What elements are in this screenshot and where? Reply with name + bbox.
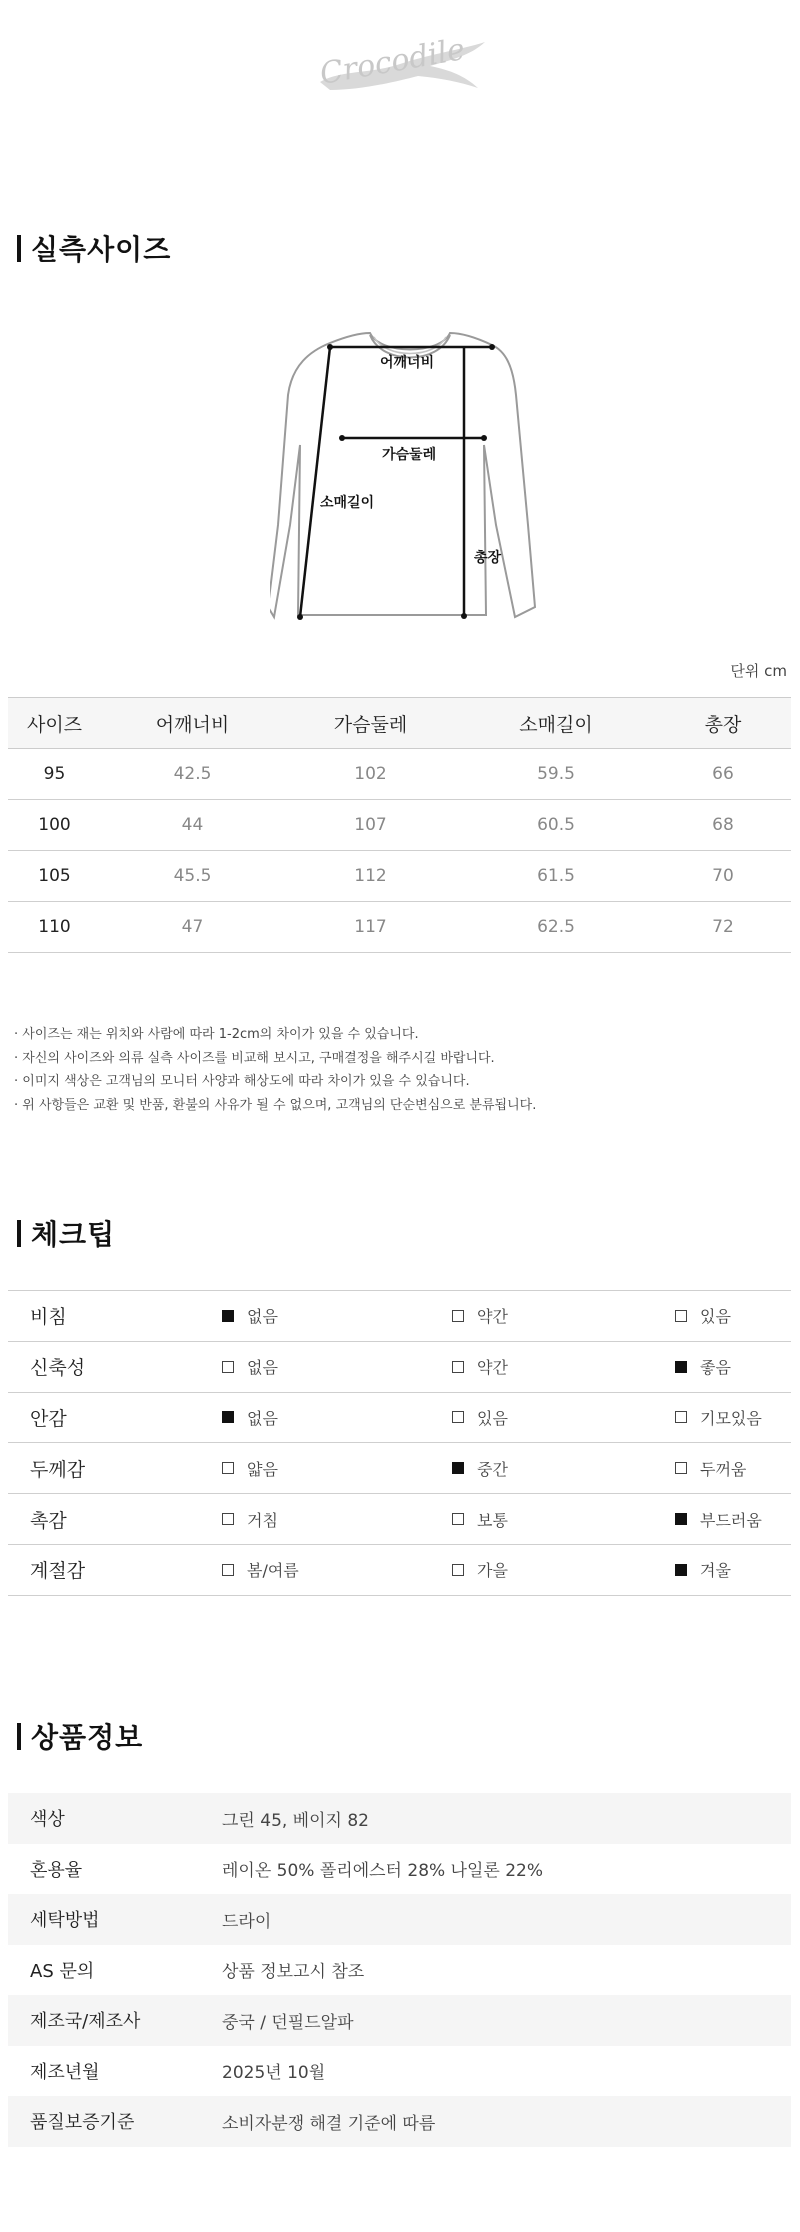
heading-bar (17, 1220, 21, 1247)
size-notes (14, 1023, 536, 1117)
sleeve-cell: 62.5 (457, 902, 655, 953)
check-option (675, 1355, 731, 1378)
checked-box-icon (222, 1411, 234, 1423)
shoulder-cell: 45.5 (101, 851, 284, 902)
option-label: 없음 (247, 1358, 278, 1378)
check-option (452, 1304, 508, 1327)
info-section-heading (17, 1719, 143, 1753)
checkbox-icon (675, 1411, 687, 1423)
info-row (8, 1844, 791, 1895)
note-item: · 위 사항들은 교환 및 반품, 환불의 사유가 될 수 없으며, 고객님의 단순변심으로 분류됩니다. (14, 1094, 536, 1118)
info-value: 레이온 50% 폴리에스터 28% 나일론 22% (222, 1861, 544, 1882)
check-row-label: 안감 (30, 1407, 67, 1430)
checked-box-icon (675, 1361, 687, 1373)
info-value: 소비자분쟁 해결 기준에 따름 (222, 2113, 436, 2134)
shoulder-cell: 42.5 (101, 749, 284, 800)
header-size: 사이즈 (8, 698, 101, 749)
size-cell: 105 (8, 851, 101, 902)
check-option (675, 1457, 746, 1480)
garment-outline (270, 333, 535, 617)
length-label: 총장 (474, 550, 502, 566)
info-value: 그린 45, 베이지 82 (222, 1810, 369, 1831)
size-section-title: 실측사이즈 (31, 233, 172, 266)
unit-label: 단위 cm (730, 662, 787, 680)
check-option (222, 1558, 299, 1581)
heading-bar (17, 235, 21, 262)
size-cell: 110 (8, 902, 101, 953)
check-section-heading (17, 1216, 115, 1250)
size-section-heading (17, 231, 171, 265)
header-chest: 가슴둘레 (284, 698, 457, 749)
check-row (8, 1342, 791, 1393)
check-row-label: 비침 (30, 1306, 67, 1329)
option-label: 있음 (477, 1408, 508, 1428)
option-label: 보통 (477, 1510, 508, 1530)
table-row (8, 749, 791, 800)
check-option (675, 1406, 762, 1429)
checkbox-icon (452, 1361, 464, 1373)
checkbox-icon (675, 1310, 687, 1322)
size-cell: 100 (8, 800, 101, 851)
check-option (222, 1406, 278, 1429)
heading-bar (17, 1723, 21, 1750)
check-option (452, 1457, 508, 1480)
info-section-title: 상품정보 (31, 1721, 144, 1754)
checked-box-icon (222, 1310, 234, 1322)
table-row (8, 851, 791, 902)
option-label: 있음 (700, 1307, 731, 1327)
table-row (8, 902, 791, 953)
checkbox-icon (222, 1361, 234, 1373)
note-item: · 자신의 사이즈와 의류 실측 사이즈를 비교해 보시고, 구매결정을 해주시길 바랍니다. (14, 1047, 536, 1071)
info-row (8, 1793, 791, 1844)
length-cell: 68 (655, 800, 791, 851)
check-row-label: 두께감 (30, 1458, 86, 1481)
check-row (8, 1545, 791, 1596)
logo-text: Crocodile (317, 31, 468, 92)
check-option (452, 1355, 508, 1378)
info-key: 색상 (30, 1809, 65, 1831)
option-label: 약간 (477, 1358, 508, 1378)
sleeve-cell: 61.5 (457, 851, 655, 902)
length-cell: 72 (655, 902, 791, 953)
check-row-label: 촉감 (30, 1509, 67, 1532)
info-row (8, 1894, 791, 1945)
check-row (8, 1393, 791, 1444)
option-label: 약간 (477, 1307, 508, 1327)
option-label: 기모있음 (700, 1408, 762, 1428)
info-value: 2025년 10월 (222, 2063, 326, 2084)
check-option (675, 1508, 762, 1531)
option-label: 가을 (477, 1561, 508, 1581)
option-label: 봄/여름 (247, 1561, 299, 1581)
header-sleeve: 소매길이 (457, 698, 655, 749)
product-info-table (8, 1793, 791, 2147)
checkbox-icon (222, 1564, 234, 1576)
header-length: 총장 (655, 698, 791, 749)
info-row (8, 2046, 791, 2097)
info-row (8, 1945, 791, 1996)
option-label: 없음 (247, 1408, 278, 1428)
size-table-header-row (8, 698, 791, 749)
check-row-label: 신축성 (30, 1357, 86, 1380)
check-row-label: 계절감 (30, 1560, 86, 1583)
sleeve-line (300, 347, 330, 617)
check-row (8, 1291, 791, 1342)
check-row (8, 1443, 791, 1494)
check-section-title: 체크팁 (31, 1218, 116, 1251)
checked-box-icon (452, 1462, 464, 1474)
note-item: · 이미지 색상은 고객님의 모니터 사양과 해상도에 따라 차이가 있을 수 있습니다. (14, 1070, 536, 1094)
option-label: 거침 (247, 1510, 278, 1530)
note-item: · 사이즈는 재는 위치와 사람에 따라 1-2cm의 차이가 있을 수 있습니다. (14, 1023, 536, 1047)
checkbox-icon (452, 1411, 464, 1423)
option-label: 겨울 (700, 1561, 731, 1581)
check-option (222, 1457, 278, 1480)
info-row (8, 2096, 791, 2147)
info-key: AS 문의 (30, 1960, 95, 1982)
check-option (452, 1508, 508, 1531)
check-option (675, 1558, 731, 1581)
checked-box-icon (675, 1564, 687, 1576)
length-cell: 66 (655, 749, 791, 800)
sleeve-cell: 60.5 (457, 800, 655, 851)
checkbox-icon (452, 1513, 464, 1525)
length-cell: 70 (655, 851, 791, 902)
header-shoulder: 어깨너비 (101, 698, 284, 749)
checkbox-icon (675, 1462, 687, 1474)
option-label: 중간 (477, 1459, 508, 1479)
info-key: 제조년월 (30, 2061, 100, 2083)
check-option (675, 1304, 731, 1327)
checkbox-icon (222, 1513, 234, 1525)
option-label: 두꺼움 (700, 1459, 747, 1479)
info-row (8, 1995, 791, 2046)
checkbox-icon (222, 1462, 234, 1474)
info-key: 품질보증기준 (30, 2112, 135, 2134)
info-key: 세탁방법 (30, 1910, 100, 1932)
option-label: 부드러움 (700, 1510, 762, 1530)
garment-diagram (270, 325, 550, 625)
size-cell: 95 (8, 749, 101, 800)
shoulder-cell: 47 (101, 902, 284, 953)
option-label: 없음 (247, 1307, 278, 1327)
check-option (452, 1558, 508, 1581)
info-value: 상품 정보고시 참조 (222, 1962, 365, 1983)
info-value: 드라이 (222, 1911, 272, 1932)
checked-box-icon (675, 1513, 687, 1525)
info-key: 제조국/제조사 (30, 2011, 141, 2033)
option-label: 좋음 (700, 1358, 731, 1378)
option-label: 얇음 (247, 1459, 278, 1479)
chest-cell: 102 (284, 749, 457, 800)
info-value: 중국 / 던필드알파 (222, 2012, 354, 2033)
chest-cell: 117 (284, 902, 457, 953)
check-option (222, 1355, 278, 1378)
shoulder-label: 어깨너비 (380, 355, 435, 371)
brand-logo (300, 30, 500, 102)
check-option (222, 1304, 278, 1327)
info-key: 혼용율 (30, 1859, 83, 1881)
table-row (8, 800, 791, 851)
chest-label: 가슴둘레 (382, 447, 437, 463)
check-row (8, 1494, 791, 1545)
size-table (8, 697, 791, 953)
chest-cell: 107 (284, 800, 457, 851)
checkbox-icon (452, 1564, 464, 1576)
shoulder-cell: 44 (101, 800, 284, 851)
sleeve-cell: 59.5 (457, 749, 655, 800)
chest-cell: 112 (284, 851, 457, 902)
check-option (452, 1406, 508, 1429)
checkbox-icon (452, 1310, 464, 1322)
sleeve-label: 소매길이 (320, 495, 375, 511)
check-table (8, 1290, 791, 1596)
check-option (222, 1508, 278, 1531)
